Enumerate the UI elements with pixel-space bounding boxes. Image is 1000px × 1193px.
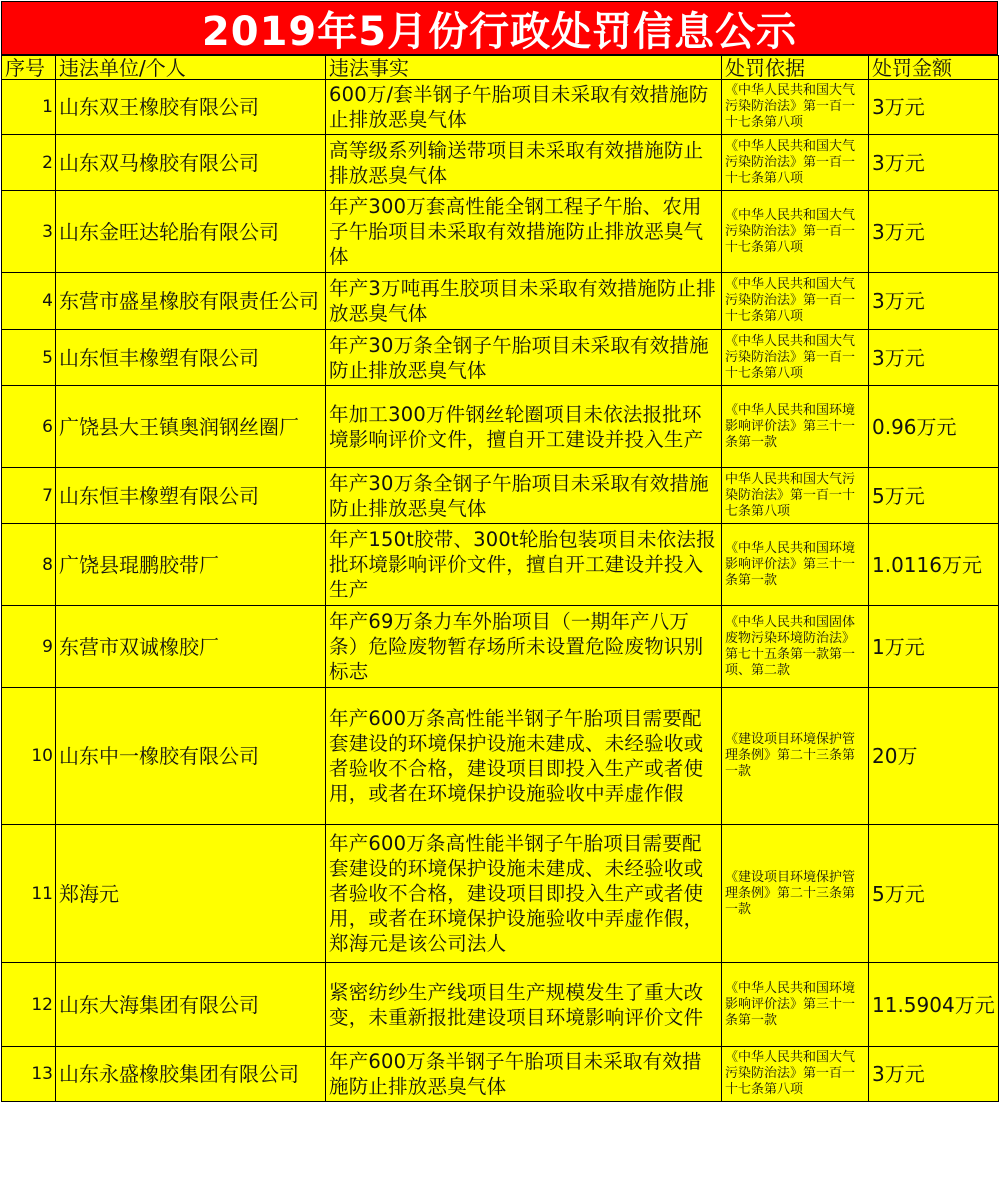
penalty-basis: 《中华人民共和国大气污染防治法》第一百一十七条第八项 (722, 135, 869, 191)
row-number: 6 (2, 386, 56, 468)
table-row (2, 1047, 999, 1102)
violation-fact: 年产69万条力车外胎项目（一期年产八万条）危险废物暂存场所未设置危险废物识别标志 (326, 606, 722, 688)
violation-fact: 600万/套半钢子午胎项目未采取有效措施防止排放恶臭气体 (326, 80, 722, 135)
violator-name: 山东恒丰橡塑有限公司 (56, 468, 326, 524)
row-number: 9 (2, 606, 56, 688)
violation-fact: 年产30万条全钢子午胎项目未采取有效措施防止排放恶臭气体 (326, 330, 722, 386)
violator-name: 山东中一橡胶有限公司 (56, 688, 326, 825)
penalty-amount: 3万元 (869, 1047, 999, 1102)
penalty-amount: 3万元 (869, 191, 999, 273)
penalty-amount: 3万元 (869, 273, 999, 330)
penalty-basis: 《中华人民共和国大气污染防治法》第一百一十七条第八项 (722, 191, 869, 273)
penalty-amount: 3万元 (869, 330, 999, 386)
header-cell-unit: 违法单位/个人 (56, 56, 326, 80)
table-row (2, 963, 999, 1047)
penalty-sheet (1, 1, 998, 1102)
row-number: 11 (2, 825, 56, 963)
penalty-table (1, 55, 999, 1102)
penalty-basis: 《中华人民共和国环境影响评价法》第三十一条第一款 (722, 524, 869, 606)
penalty-basis: 中华人民共和国大气污染防治法》第一百一十七条第八项 (722, 468, 869, 524)
penalty-amount: 5万元 (869, 468, 999, 524)
table-row (2, 330, 999, 386)
penalty-amount: 3万元 (869, 80, 999, 135)
penalty-amount: 3万元 (869, 135, 999, 191)
row-number: 3 (2, 191, 56, 273)
table-row (2, 468, 999, 524)
violator-name: 山东恒丰橡塑有限公司 (56, 330, 326, 386)
header-cell-fact: 违法事实 (326, 56, 722, 80)
violator-name: 广饶县琨鹏胶带厂 (56, 524, 326, 606)
penalty-amount: 5万元 (869, 825, 999, 963)
violator-name: 山东永盛橡胶集团有限公司 (56, 1047, 326, 1102)
header-cell-no: 序号 (2, 56, 56, 80)
violation-fact: 年产600万条半钢子午胎项目未采取有效措施防止排放恶臭气体 (326, 1047, 722, 1102)
row-number: 12 (2, 963, 56, 1047)
table-row (2, 606, 999, 688)
penalty-basis: 《中华人民共和国大气污染防治法》第一百一十七条第八项 (722, 80, 869, 135)
penalty-basis: 《中华人民共和国固体废物污染环境防治法》第七十五条第一款第一项、第二款 (722, 606, 869, 688)
penalty-basis: 《中华人民共和国大气污染防治法》第一百一十七条第八项 (722, 1047, 869, 1102)
penalty-amount: 20万 (869, 688, 999, 825)
violator-name: 山东双马橡胶有限公司 (56, 135, 326, 191)
table-row (2, 273, 999, 330)
violation-fact: 年产30万条全钢子午胎项目未采取有效措施防止排放恶臭气体 (326, 468, 722, 524)
violation-fact: 高等级系列输送带项目未采取有效措施防止排放恶臭气体 (326, 135, 722, 191)
table-row (2, 191, 999, 273)
penalty-amount: 1万元 (869, 606, 999, 688)
penalty-basis: 《中华人民共和国环境影响评价法》第三十一条第一款 (722, 963, 869, 1047)
violation-fact: 年加工300万件钢丝轮圈项目未依法报批环境影响评价文件，擅自开工建设并投入生产 (326, 386, 722, 468)
table-row (2, 825, 999, 963)
violator-name: 东营市双诚橡胶厂 (56, 606, 326, 688)
violation-fact: 年产600万条高性能半钢子午胎项目需要配套建设的环境保护设施未建成、未经验收或者验收不合格，建设项目即投入生产或者使用，或者在环境保护设施验收中弄虚作假 (326, 688, 722, 825)
row-number: 2 (2, 135, 56, 191)
violation-fact: 年产600万条高性能半钢子午胎项目需要配套建设的环境保护设施未建成、未经验收或者验收不合格，建设项目即投入生产或者使用，或者在环境保护设施验收中弄虚作假，郑海元是该公司法人 (326, 825, 722, 963)
penalty-basis: 《建设项目环境保护管理条例》第二十三条第一款 (722, 825, 869, 963)
table-row (2, 80, 999, 135)
penalty-basis: 《中华人民共和国环境影响评价法》第三十一条第一款 (722, 386, 869, 468)
violation-fact: 年产300万套高性能全钢工程子午胎、农用子午胎项目未采取有效措施防止排放恶臭气体 (326, 191, 722, 273)
row-number: 8 (2, 524, 56, 606)
row-number: 10 (2, 688, 56, 825)
violator-name: 广饶县大王镇奥润钢丝圈厂 (56, 386, 326, 468)
violator-name: 郑海元 (56, 825, 326, 963)
violation-fact: 紧密纺纱生产线项目生产规模发生了重大改变，未重新报批建设项目环境影响评价文件 (326, 963, 722, 1047)
page-title: 2019年5月份行政处罚信息公示 (1, 1, 998, 55)
penalty-amount: 11.5904万元 (869, 963, 999, 1047)
table-row (2, 524, 999, 606)
penalty-basis: 《中华人民共和国大气污染防治法》第一百一十七条第八项 (722, 330, 869, 386)
table-row (2, 688, 999, 825)
penalty-amount: 1.0116万元 (869, 524, 999, 606)
row-number: 13 (2, 1047, 56, 1102)
header-cell-amount: 处罚金额 (869, 56, 999, 80)
row-number: 4 (2, 273, 56, 330)
table-row (2, 386, 999, 468)
penalty-basis: 《建设项目环境保护管理条例》第二十三条第一款 (722, 688, 869, 825)
violator-name: 东营市盛星橡胶有限责任公司 (56, 273, 326, 330)
header-cell-basis: 处罚依据 (722, 56, 869, 80)
row-number: 5 (2, 330, 56, 386)
violator-name: 山东金旺达轮胎有限公司 (56, 191, 326, 273)
table-header-row (2, 56, 999, 80)
violator-name: 山东双王橡胶有限公司 (56, 80, 326, 135)
penalty-amount: 0.96万元 (869, 386, 999, 468)
violation-fact: 年产150t胶带、300t轮胎包装项目未依法报批环境影响评价文件，擅自开工建设并投入生产 (326, 524, 722, 606)
violation-fact: 年产3万吨再生胶项目未采取有效措施防止排放恶臭气体 (326, 273, 722, 330)
table-row (2, 135, 999, 191)
violator-name: 山东大海集团有限公司 (56, 963, 326, 1047)
row-number: 7 (2, 468, 56, 524)
penalty-basis: 《中华人民共和国大气污染防治法》第一百一十七条第八项 (722, 273, 869, 330)
row-number: 1 (2, 80, 56, 135)
